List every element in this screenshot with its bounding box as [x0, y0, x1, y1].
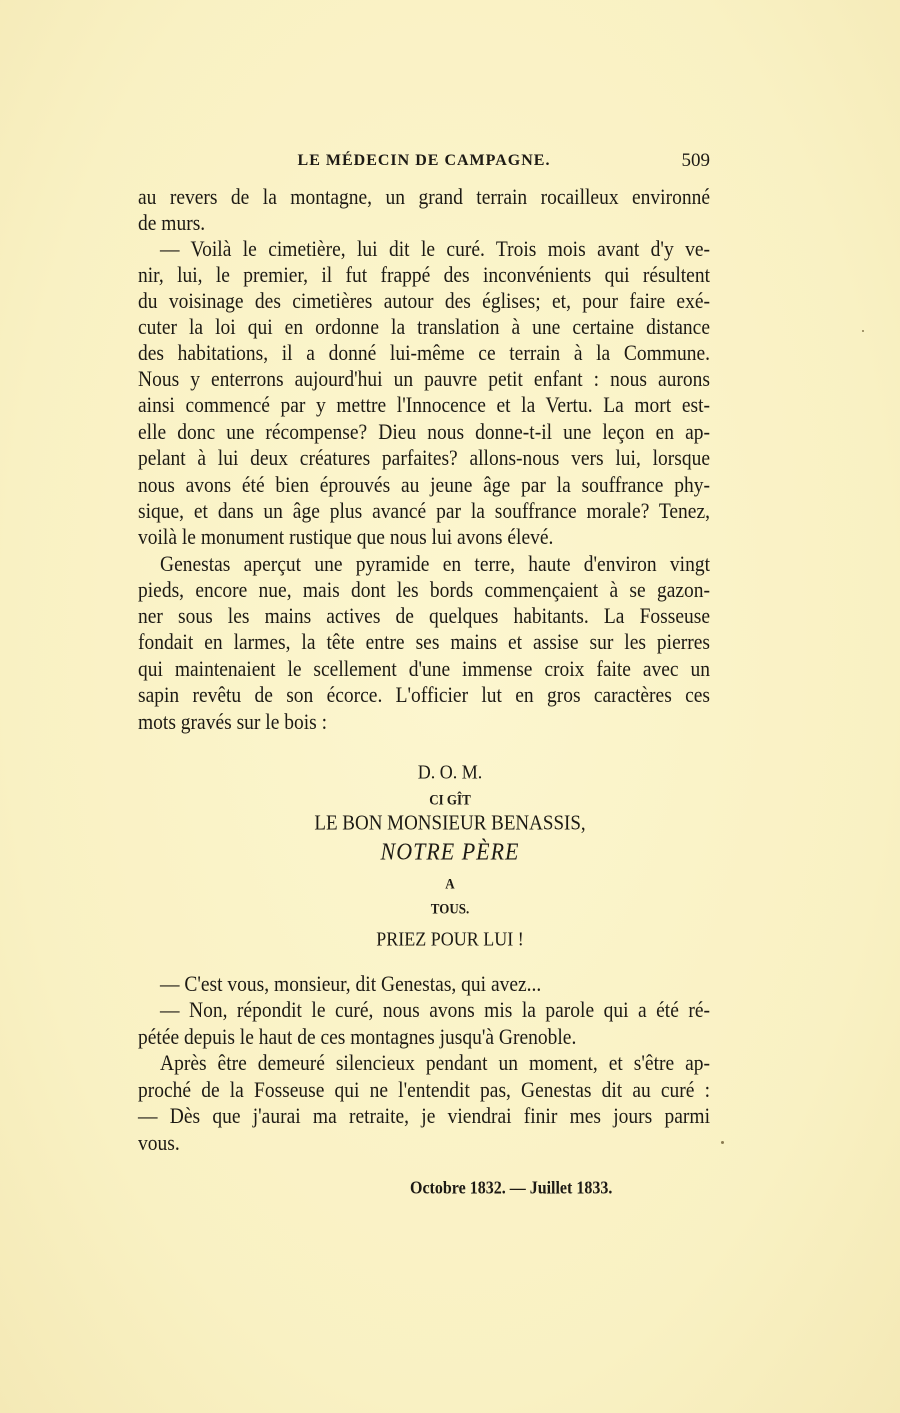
text-line: mots gravés sur le bois :: [138, 711, 328, 735]
text-line: Après être demeuré silencieux pendant un moment, et s'être ap-: [160, 1052, 710, 1076]
text-line: proché de la Fosseuse qui ne l'entendit pas, Genestas dit au curé :: [138, 1079, 710, 1103]
page-number: 509: [681, 150, 710, 171]
text-line: — Voilà le cimetière, lui dit le curé. Trois mois avant d'y ve-: [160, 238, 710, 262]
text-line: — C'est vous, monsieur, dit Genestas, qui avez...: [160, 973, 542, 997]
text-line: qui maintenaient le scellement d'une immense croix faite avec un: [138, 658, 710, 682]
inscription-line: TOUS.: [430, 900, 470, 917]
text-line: de murs.: [138, 212, 206, 236]
inscription-line: LE BON MONSIEUR BENASSIS,: [314, 811, 586, 835]
date-line: Octobre 1832. — Juillet 1833.: [410, 1179, 613, 1198]
text-line: elle donc une récompense? Dieu nous donne-t-il une leçon en ap-: [138, 421, 710, 445]
text-line: nous avons été bien éprouvés au jeune âge par la souffrance phy-: [138, 474, 710, 498]
running-title: LE MÉDECIN DE CAMPAGNE.: [297, 152, 551, 169]
text-line: Nous y enterrons aujourd'hui un pauvre petit enfant : nous aurons: [138, 368, 710, 392]
text-line: au revers de la montagne, un grand terrain rocailleux environné: [138, 186, 710, 210]
inscription-line: A: [445, 875, 455, 892]
text-line: ner sous les mains actives de quelques habitants. La Fosseuse: [138, 605, 710, 629]
inscription-line: PRIEZ POUR LUI !: [376, 928, 524, 950]
text-line: sapin revêtu de son écorce. L'officier lut en gros caractères ces: [138, 684, 710, 708]
text-line: fondait en larmes, la tête entre ses mains et assise sur les pierres: [138, 631, 710, 655]
text-line: pelant à lui deux créatures parfaites? allons-nous vers lui, lorsque: [138, 447, 710, 471]
text-line: pétée depuis le haut de ces montagnes jusqu'à Grenoble.: [138, 1026, 577, 1050]
text-line: voilà le monument rustique que nous lui avons élevé.: [138, 526, 554, 550]
text-line: vous.: [138, 1132, 180, 1156]
text-line: pieds, encore nue, mais dont les bords commençaient à se gazon-: [138, 579, 710, 603]
text-line: ainsi commencé par y mettre l'Innocence et la Vertu. La mort est-: [138, 394, 710, 418]
text-line: Genestas aperçut une pyramide en terre, haute d'environ vingt: [160, 553, 710, 577]
inscription-line: D. O. M.: [417, 761, 483, 783]
scan-speck: [862, 330, 864, 332]
text-line: cuter la loi qui en ordonne la translation à une certaine distance: [138, 316, 710, 340]
inscription-line: CI GÎT: [429, 791, 471, 808]
inscription-line: NOTRE PÈRE: [380, 837, 520, 866]
text-line: — Dès que j'aurai ma retraite, je viendrai finir mes jours parmi: [138, 1105, 710, 1129]
text-line: nir, lui, le premier, il fut frappé des inconvénients qui résultent: [138, 264, 710, 288]
text-line: du voisinage des cimetières autour des églises; et, pour faire exé-: [138, 290, 710, 314]
text-line: sique, et dans un âge plus avancé par la souffrance morale? Tenez,: [138, 500, 710, 524]
scan-speck: [721, 1141, 724, 1144]
text-line: — Non, répondit le curé, nous avons mis la parole qui a été ré-: [160, 999, 710, 1023]
text-line: des habitations, il a donné lui-même ce terrain à la Commune.: [138, 342, 710, 366]
page-header: [138, 150, 710, 176]
